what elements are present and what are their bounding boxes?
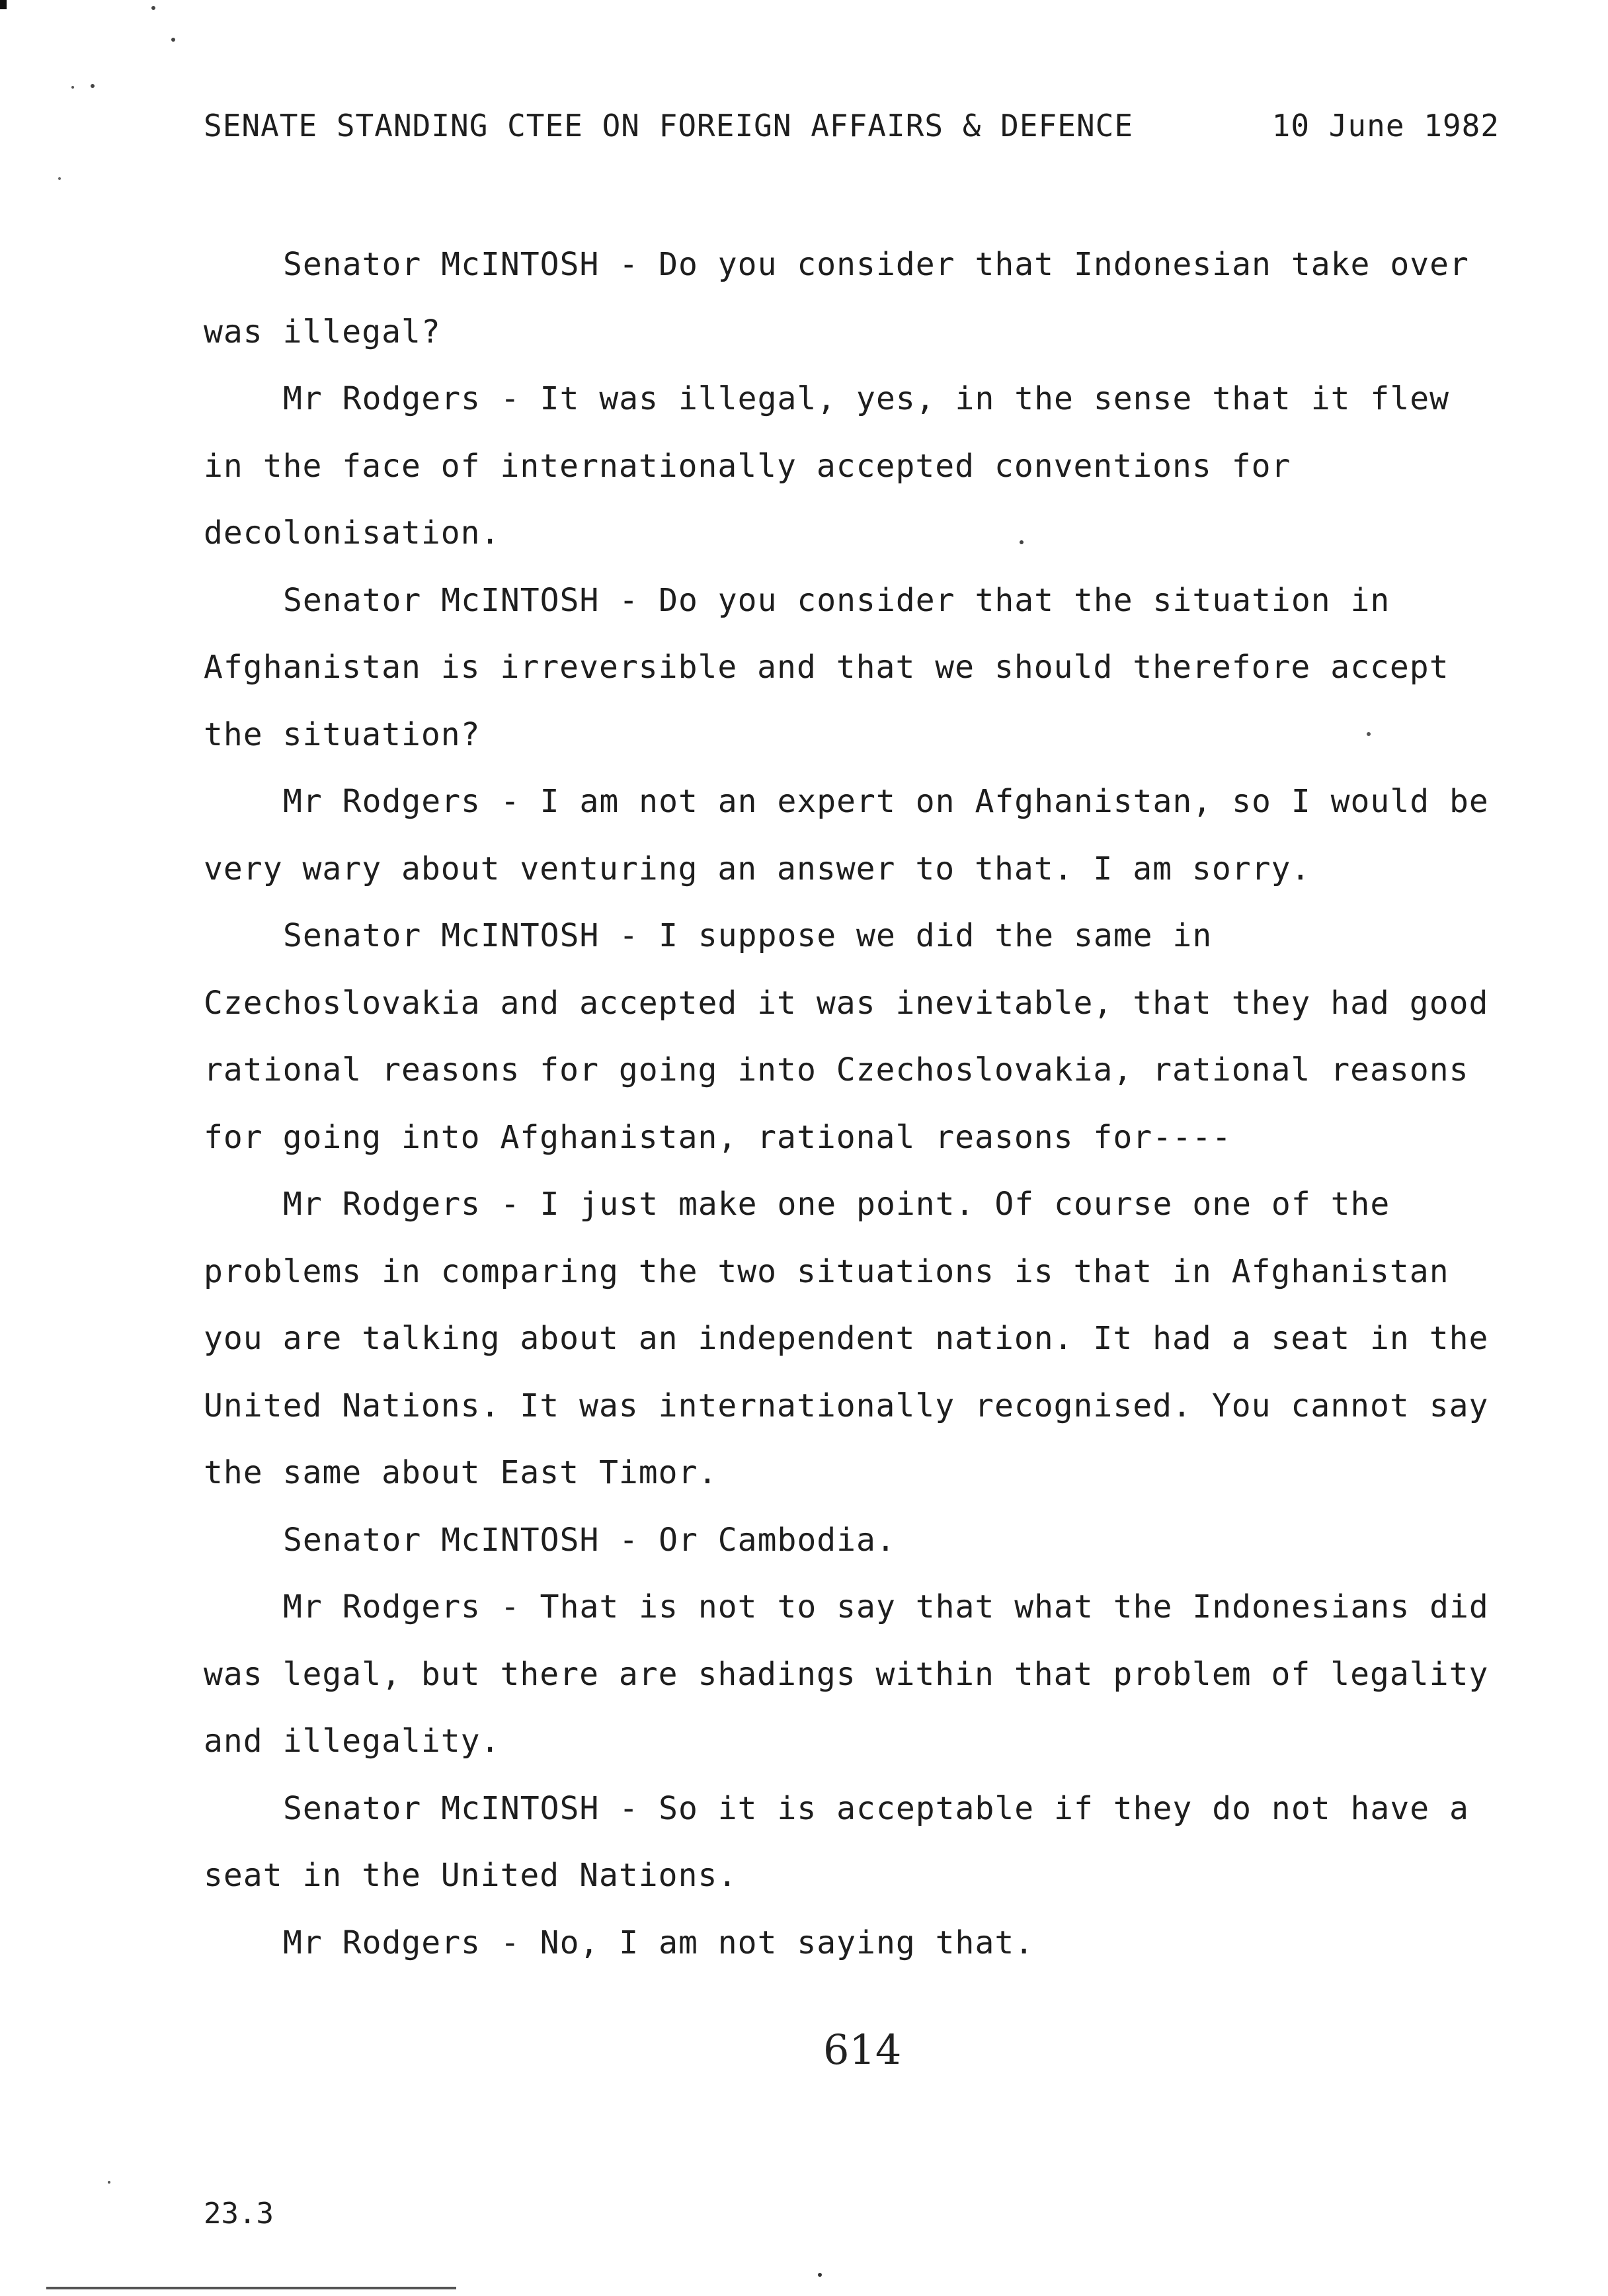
paragraph-text: - That is not to say that what the Indonesians did was legal, but there are shadings within that problem of legality and illegality. bbox=[204, 1588, 1489, 1760]
transcript-paragraph bbox=[204, 567, 1500, 769]
footer-reference-code: 23.3 bbox=[204, 2197, 274, 2231]
scan-speck bbox=[91, 84, 95, 88]
speaker-name: Senator McINTOSH bbox=[283, 917, 600, 954]
transcript-paragraph bbox=[204, 1776, 1500, 1910]
transcript-paragraph bbox=[204, 231, 1500, 366]
scan-speck bbox=[818, 2273, 822, 2277]
page-number: 614 bbox=[823, 2026, 902, 2074]
paragraph-text: - Do you consider that Indonesian take over was illegal? bbox=[204, 246, 1469, 350]
scan-speck bbox=[71, 86, 74, 89]
paragraph-text: - Or Cambodia. bbox=[599, 1521, 896, 1559]
scan-speck bbox=[0, 0, 7, 9]
scan-speck bbox=[58, 177, 61, 180]
speaker-name: Mr Rodgers bbox=[283, 1924, 481, 1961]
transcript-body bbox=[204, 231, 1500, 1977]
speaker-name: Senator McINTOSH bbox=[283, 1521, 600, 1559]
speaker-name: Mr Rodgers bbox=[283, 1186, 481, 1223]
speaker-name: Mr Rodgers bbox=[283, 1588, 481, 1625]
scan-speck bbox=[108, 2181, 110, 2184]
transcript-paragraph bbox=[204, 768, 1500, 903]
speaker-name: Senator McINTOSH bbox=[283, 1789, 600, 1827]
scan-speck bbox=[151, 6, 155, 10]
speaker-name: Mr Rodgers bbox=[283, 380, 481, 417]
transcript-paragraph bbox=[204, 1574, 1500, 1776]
paragraph-text: - So it is acceptable if they do not have a seat in the United Nations. bbox=[204, 1789, 1469, 1894]
paragraph-text: - It was illegal, yes, in the sense that it flew in the face of internationally accepted conventions for decolonisation. bbox=[204, 380, 1450, 552]
speaker-name: Senator McINTOSH bbox=[283, 246, 600, 283]
paragraph-text: - I suppose we did the same in Czechoslovakia and accepted it was inevitable, that they had good rational reasons for going into Czechoslovakia, rational reasons for going into Afghanistan, rational reasons for---- bbox=[204, 917, 1489, 1156]
scan-speck bbox=[171, 38, 175, 42]
transcript-paragraph bbox=[204, 1910, 1500, 1977]
paragraph-text: - No, I am not saying that. bbox=[480, 1924, 1035, 1961]
transcript-paragraph bbox=[204, 366, 1500, 567]
header-title: SENATE STANDING CTEE ON FOREIGN AFFAIRS & DEFENCE bbox=[204, 108, 1134, 144]
transcript-paragraph bbox=[204, 1507, 1500, 1575]
scan-edge-line bbox=[46, 2287, 456, 2289]
paragraph-text: - I am not an expert on Afghanistan, so I would be very wary about venturing an answer to that. I am sorry. bbox=[204, 783, 1489, 887]
speaker-name: Mr Rodgers bbox=[283, 783, 481, 820]
paragraph-text: - I just make one point. Of course one of the problems in comparing the two situations is that in Afghanistan you are talking about an independent nation. It had a seat in the United Nations. It was internationally recognised. You cannot say the same about East Timor. bbox=[204, 1186, 1489, 1491]
header-date: 10 June 1982 bbox=[1271, 108, 1500, 144]
transcript-paragraph bbox=[204, 903, 1500, 1171]
page-header bbox=[204, 106, 1500, 145]
speaker-name: Senator McINTOSH bbox=[283, 581, 600, 619]
transcript-paragraph bbox=[204, 1171, 1500, 1507]
paragraph-text: - Do you consider that the situation in Afghanistan is irreversible and that we should therefore accept the situation? bbox=[204, 581, 1449, 753]
